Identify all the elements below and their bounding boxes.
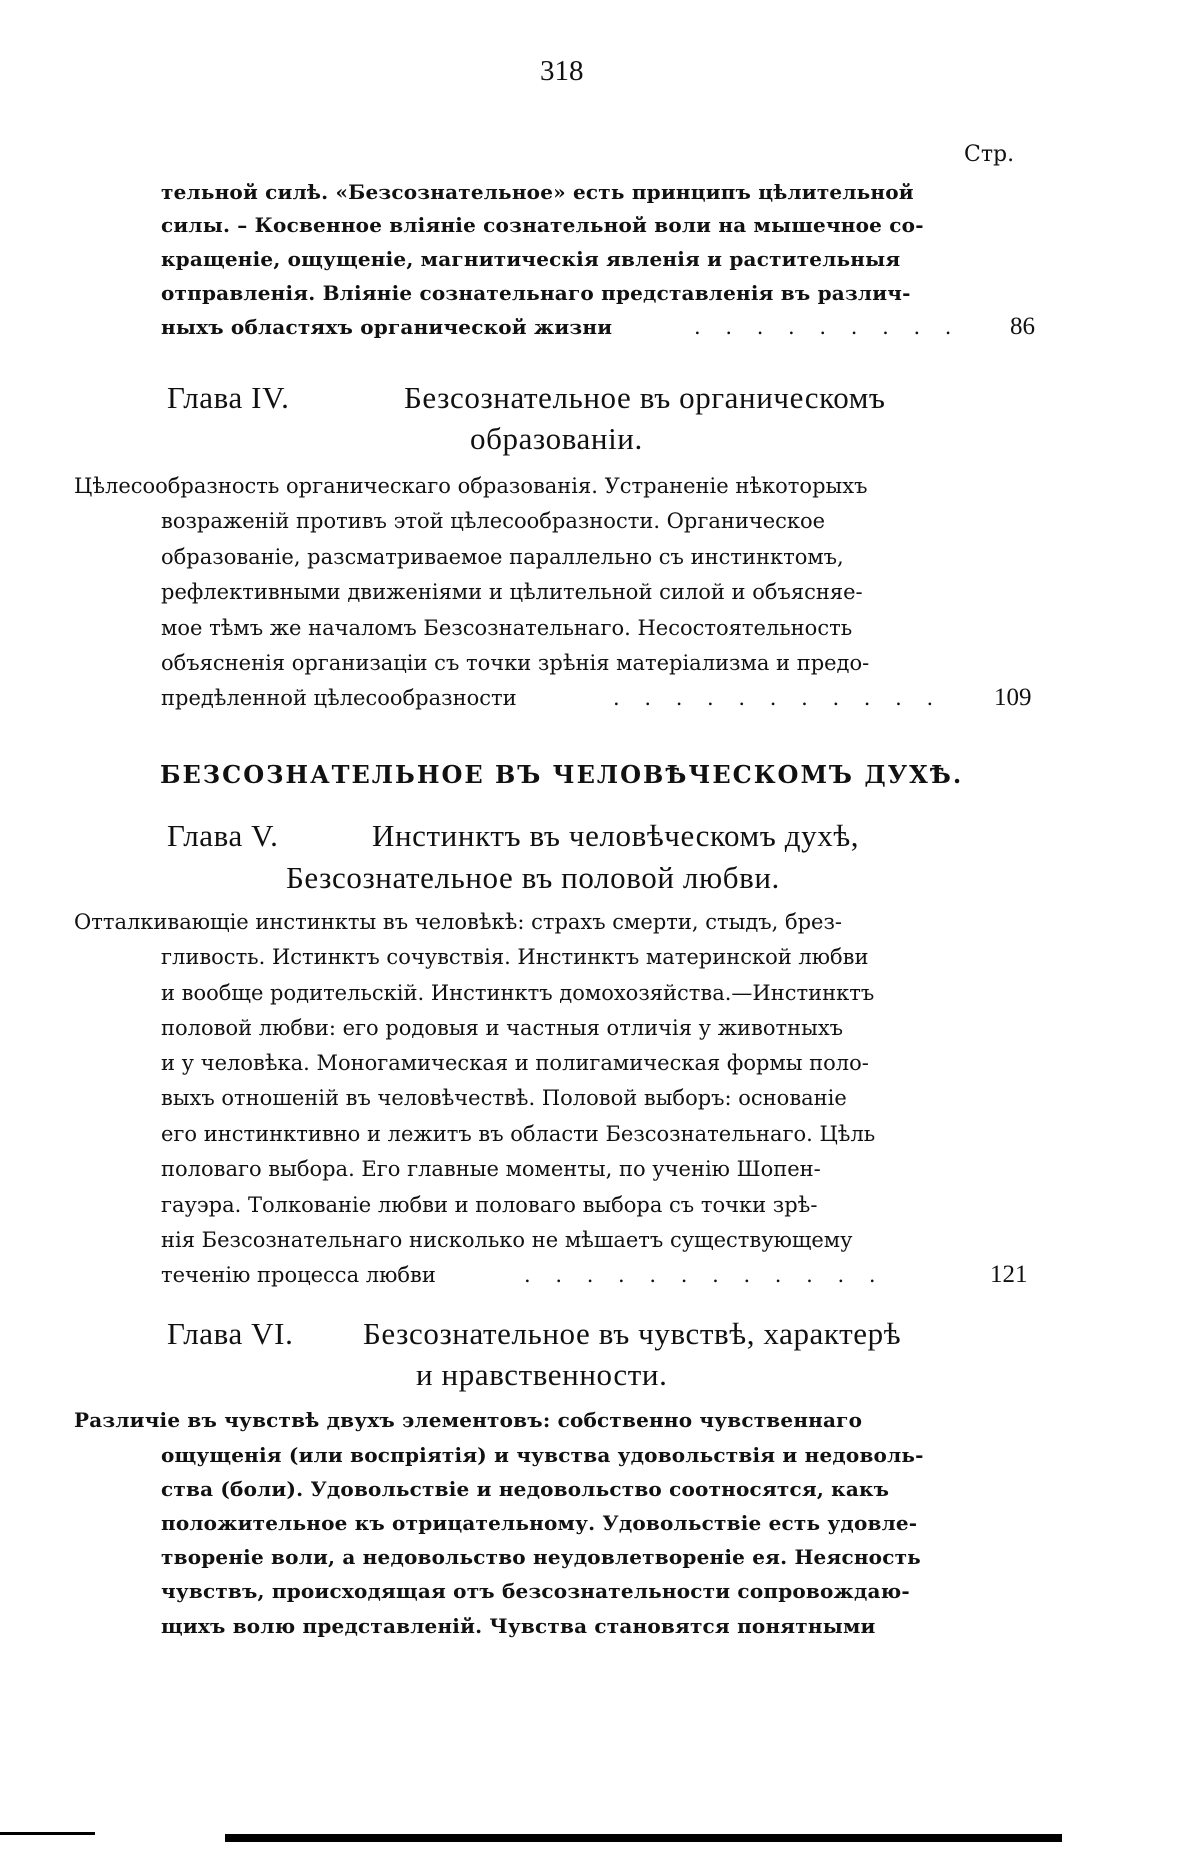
toc-line: половаго выбора. Его главные моменты, по ученію Шопен-	[161, 1157, 821, 1181]
toc-line: чувствъ, происходящая отъ безсознательности сопровождаю-	[161, 1579, 910, 1603]
page-number: 318	[540, 55, 584, 87]
chapter-label: Глава V.	[167, 818, 279, 853]
toc-page-ref: 86	[1010, 313, 1035, 340]
toc-line: выхъ отношеній въ человѣчествѣ. Половой выборъ: основаніе	[161, 1086, 847, 1110]
toc-line: Отталкивающіе инстинкты въ человѣкѣ: страхъ смерти, стыдъ, брез-	[74, 910, 843, 934]
toc-line: возраженій противъ этой цѣлесообразности. Органическое	[161, 509, 826, 533]
toc-line: ныхъ областяхъ органической жизни	[161, 315, 613, 339]
chapter-title-line: образованіи.	[470, 421, 643, 456]
scan-edge-line	[225, 1834, 1062, 1842]
chapter-title-line: Инстинктъ въ человѣческомъ духѣ,	[372, 818, 860, 853]
toc-line: предѣленной цѣлесообразности	[161, 686, 517, 710]
chapter-title-line: Безсознательное въ чувствѣ, характерѣ	[363, 1316, 902, 1351]
toc-line: положительное къ отрицательному. Удовольствіе есть удовле-	[161, 1511, 918, 1535]
toc-line: объясненія организаціи съ точки зрѣнія матеріализма и предо-	[161, 651, 870, 675]
toc-line: нія Безсознательнаго нисколько не мѣшаетъ существующему	[161, 1228, 853, 1252]
dot-leader: . . . . . . . . . . .	[613, 686, 943, 710]
toc-line: его инстинктивно и лежитъ въ области Безсознательнаго. Цѣль	[161, 1122, 876, 1146]
toc-line: Цѣлесообразность органическаго образованія. Устраненіе нѣкоторыхъ	[74, 474, 868, 498]
toc-line: силы. – Косвенное вліяніе сознательной воли на мышечное со-	[161, 213, 924, 237]
toc-line: Различіе въ чувствѣ двухъ элементовъ: собственно чувственнаго	[74, 1408, 863, 1432]
chapter-label: Глава IV.	[167, 380, 290, 415]
column-header: Стр.	[964, 142, 1015, 167]
toc-line: гауэра. Толкованіе любви и половаго выбора съ точки зрѣ-	[161, 1193, 818, 1217]
toc-line: кращеніе, ощущеніе, магнитическія явленія и растительныя	[161, 247, 901, 271]
chapter-title-line: Безсознательное въ половой любви.	[286, 860, 780, 895]
toc-line: ощущенія (или воспріятія) и чувства удовольствія и недоволь-	[161, 1443, 924, 1467]
toc-page-ref: 121	[990, 1261, 1028, 1288]
toc-line: гливость. Истинктъ сочувствія. Инстинктъ материнской любви	[161, 945, 869, 969]
scan-edge-line	[0, 1832, 95, 1835]
toc-line: твореніе воли, а недовольство неудовлетвореніе ея. Неясность	[161, 1545, 921, 1569]
toc-line: отправленія. Вліяніе сознательнаго представленія въ различ-	[161, 281, 911, 305]
section-heading: БЕЗСОЗНАТЕЛЬНОЕ ВЪ ЧЕЛОВѢЧЕСКОМЪ ДУХѢ.	[160, 760, 964, 789]
toc-line: и вообще родительскій. Инстинктъ домохозяйства.—Инстинктъ	[161, 981, 875, 1005]
dot-leader: . . . . . . . . .	[694, 315, 961, 339]
toc-line: и у человѣка. Моногамическая и полигамическая формы поло-	[161, 1051, 869, 1075]
toc-line: мое тѣмъ же началомъ Безсознательнаго. Несостоятельность	[161, 616, 853, 640]
toc-page-ref: 109	[994, 684, 1032, 711]
chapter-title-line: и нравственности.	[416, 1357, 668, 1392]
toc-line: ства (боли). Удовольствіе и недовольство соотносятся, какъ	[161, 1477, 890, 1501]
chapter-title-line: Безсознательное въ органическомъ	[404, 380, 886, 415]
chapter-label: Глава VI.	[167, 1316, 294, 1351]
toc-line: половой любви: его родовыя и частныя отличія у животныхъ	[161, 1016, 844, 1040]
toc-line: щихъ волю представленій. Чувства становятся понятными	[161, 1614, 876, 1638]
toc-line: образованіе, разсматриваемое параллельно съ инстинктомъ,	[161, 545, 844, 569]
toc-line: тельной силѣ. «Безсознательное» есть принципъ цѣлительной	[161, 180, 914, 204]
toc-line: теченію процесса любви	[161, 1263, 436, 1287]
dot-leader: . . . . . . . . . . . .	[524, 1263, 885, 1287]
toc-line: рефлективными движеніями и цѣлительной силой и объясняе-	[161, 580, 863, 604]
